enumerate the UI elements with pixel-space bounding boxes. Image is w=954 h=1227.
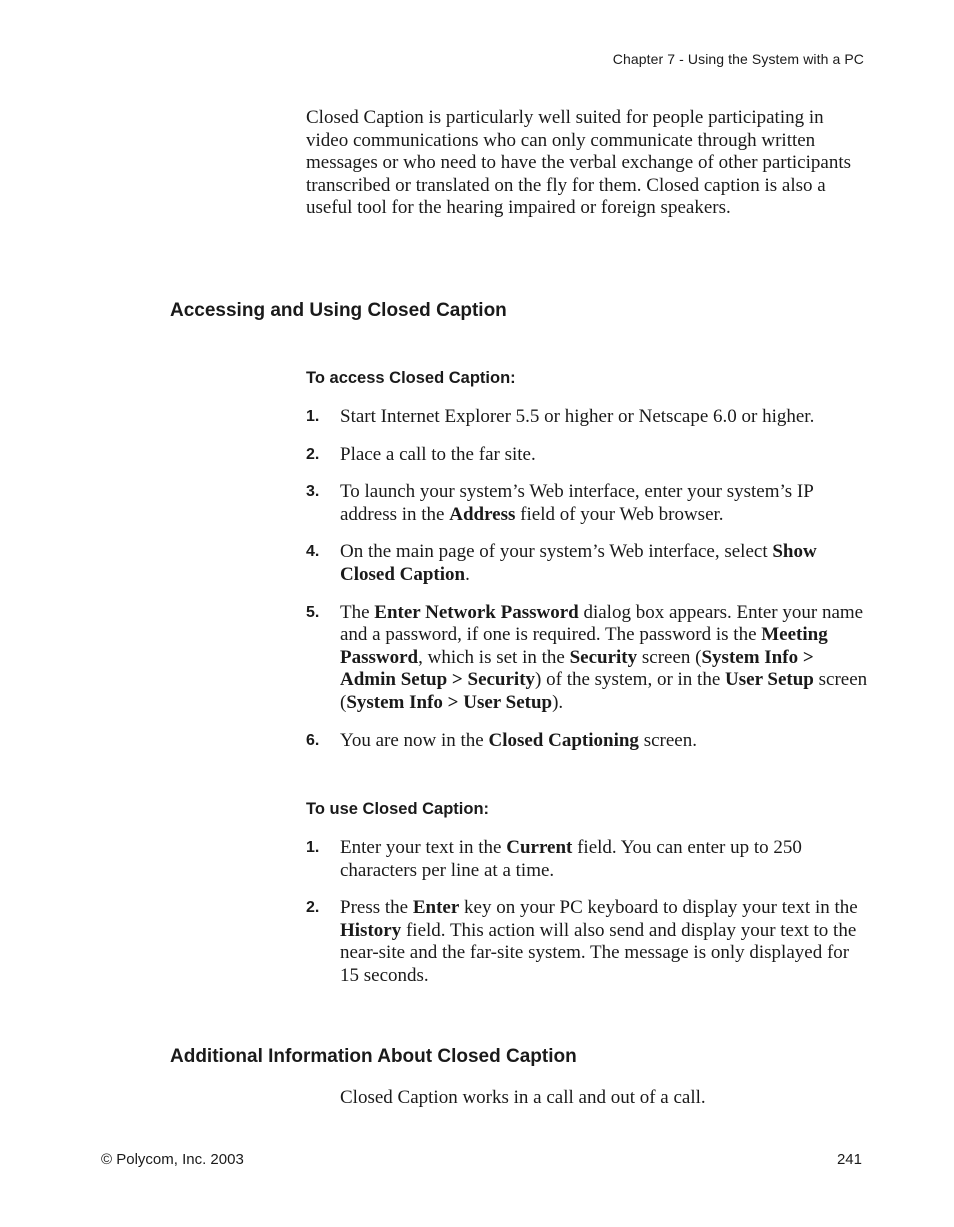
step-text: [340, 897, 858, 986]
steps-list-use: [306, 837, 868, 988]
ui-path-admin-security: System Info > Admin Setup > Security: [340, 646, 814, 691]
step-text: [340, 406, 814, 427]
list-item: [306, 730, 868, 753]
step-number: 3.: [306, 483, 320, 501]
list-item: [306, 897, 868, 987]
list-item: [306, 837, 868, 882]
step-text-part: On the main page of your system’s Web interface, select: [340, 541, 773, 563]
step-number: 6.: [306, 731, 320, 749]
ui-term-show-closed-caption: Show Closed Caption: [340, 541, 817, 585]
step-text-part: Press the: [340, 897, 413, 919]
step-number: 4.: [306, 543, 320, 561]
step-number: 2.: [306, 899, 320, 917]
list-item: [306, 541, 868, 586]
step-number: 1.: [306, 408, 320, 425]
procedure-title-use: To use Closed Caption:: [306, 800, 490, 818]
step-text-part: ) of the system, or in the: [535, 669, 726, 691]
page-number: 241: [836, 1151, 862, 1168]
step-text-part: field. You can enter up to 250 characters per line at a time.: [340, 837, 802, 881]
step-text-part: To launch your system’s Web interface, enter your system’s IP address in the: [340, 481, 814, 525]
step-text: [340, 730, 697, 751]
ui-term-closed-captioning: Closed Captioning: [488, 729, 639, 751]
list-item: [306, 602, 868, 715]
ui-term-user-setup: User Setup: [725, 669, 814, 691]
ui-term-meeting-password: Meeting Password: [340, 624, 828, 668]
section-heading-additional: Additional Information About Closed Caption: [170, 1046, 577, 1067]
ui-term-address: Address: [449, 503, 516, 525]
step-text-part: dialog box appears. Enter your name and a password, if one is required. The password is the: [340, 601, 864, 646]
intro-paragraph: Closed Caption is particularly well suited for people participating in video communications who can only communicate through written messages or who need to have the verbal exchange of other participants transcribed or translated on the fly for them. Closed caption is also a useful tool for the hearing impaired or foreign speakers.: [306, 107, 851, 219]
step-text-part: You are now in the: [340, 729, 489, 751]
ui-path-user-setup: System Info > User Setup: [346, 691, 553, 713]
step-text-part: Place a call to the far site.: [340, 443, 536, 465]
running-header: Chapter 7 - Using the System with a PC: [612, 51, 864, 67]
step-text-part: ).: [552, 691, 564, 713]
step-text: [340, 837, 802, 881]
list-item: [306, 406, 868, 429]
step-text: [340, 444, 536, 465]
step-text-part: key on your PC keyboard to display your text in the: [459, 897, 858, 919]
step-text-part: screen (: [637, 646, 702, 668]
ui-term-history: History: [340, 919, 402, 941]
ui-term-security: Security: [569, 646, 638, 668]
ui-term-current: Current: [506, 837, 573, 858]
step-number: 2.: [306, 445, 320, 463]
ui-term-enter: Enter: [412, 897, 460, 919]
step-text-part: , which is set in the: [418, 646, 570, 668]
procedure-title-access: To access Closed Caption:: [306, 369, 516, 387]
step-text-part: The: [340, 601, 375, 623]
list-item: [306, 444, 868, 467]
list-item: [306, 481, 868, 526]
additional-info-paragraph: Closed Caption works in a call and out of a call.: [340, 1087, 706, 1108]
step-text-part: field. This action will also send and display your text to the near-site and the far-site system. The message is only displayed for 15 seconds.: [340, 919, 857, 986]
step-text-part: screen (: [340, 669, 868, 713]
step-text: [340, 602, 867, 713]
step-text-part: Start Internet Explorer 5.5 or higher or Netscape 6.0 or higher.: [340, 406, 815, 427]
step-text-part: field of your Web browser.: [515, 503, 724, 525]
steps-list-access: [306, 406, 868, 752]
step-text: [340, 541, 817, 585]
step-number: 5.: [306, 603, 320, 621]
section-heading-accessing: Accessing and Using Closed Caption: [170, 300, 507, 321]
step-text-part: .: [465, 563, 470, 585]
step-text-part: Enter your text in the: [340, 837, 507, 858]
step-text-part: screen.: [638, 729, 697, 751]
step-text: [340, 481, 813, 525]
step-number: 1.: [306, 839, 320, 856]
footer-copyright: © Polycom, Inc. 2003: [101, 1151, 244, 1168]
ui-term-enter-network-password: Enter Network Password: [374, 601, 579, 623]
